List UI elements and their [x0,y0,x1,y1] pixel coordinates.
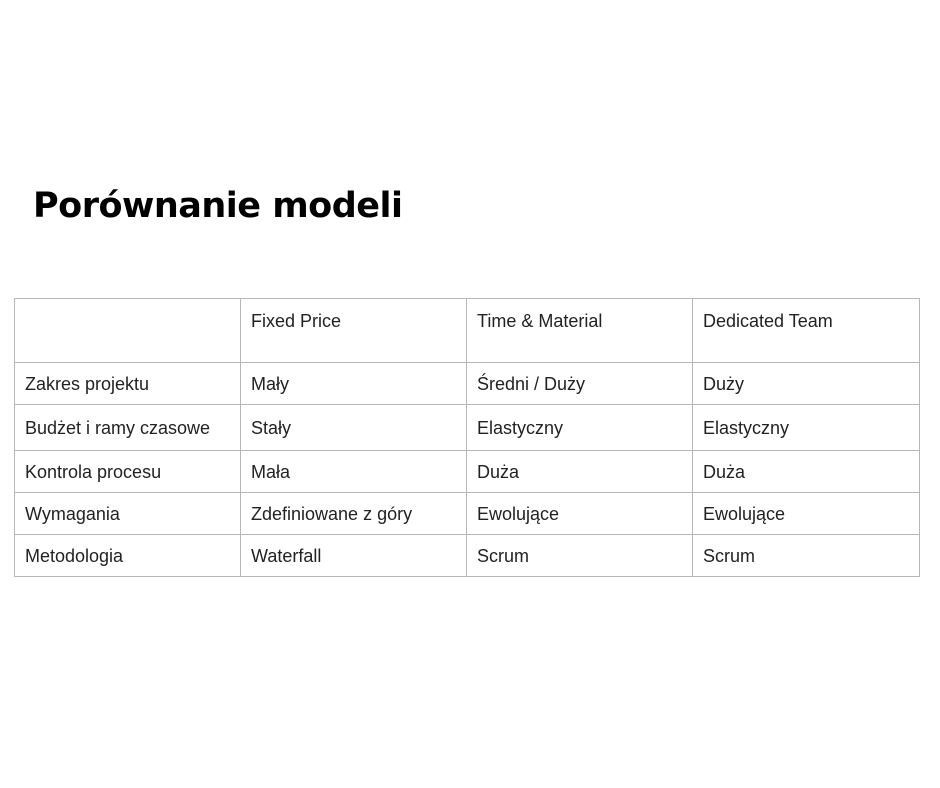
table-cell: Średni / Duży [467,363,693,405]
table-cell: Zdefiniowane z góry [241,493,467,535]
table-cell: Stały [241,405,467,451]
table-cell: Duży [693,363,920,405]
table-cell: Waterfall [241,535,467,577]
table-cell: Elastyczny [467,405,693,451]
table-row [15,493,920,535]
table-row [15,535,920,577]
table-row [15,363,920,405]
row-label: Budżet i ramy czasowe [15,405,241,451]
table-cell: Ewolujące [467,493,693,535]
table-cell: Duża [467,451,693,493]
header-cell-empty [15,299,241,363]
comparison-table [14,298,920,577]
table-cell: Duża [693,451,920,493]
table-row [15,405,920,451]
table-row [15,451,920,493]
row-label: Metodologia [15,535,241,577]
table-cell: Scrum [467,535,693,577]
header-cell-fixed-price: Fixed Price [241,299,467,363]
table-cell: Mała [241,451,467,493]
row-label: Kontrola procesu [15,451,241,493]
page-title: Porównanie modeli [33,186,403,226]
table-cell: Scrum [693,535,920,577]
table-header-row [15,299,920,363]
header-cell-time-material: Time & Material [467,299,693,363]
table-cell: Mały [241,363,467,405]
row-label: Wymagania [15,493,241,535]
table-cell: Elastyczny [693,405,920,451]
header-cell-dedicated-team: Dedicated Team [693,299,920,363]
row-label: Zakres projektu [15,363,241,405]
table-cell: Ewolujące [693,493,920,535]
